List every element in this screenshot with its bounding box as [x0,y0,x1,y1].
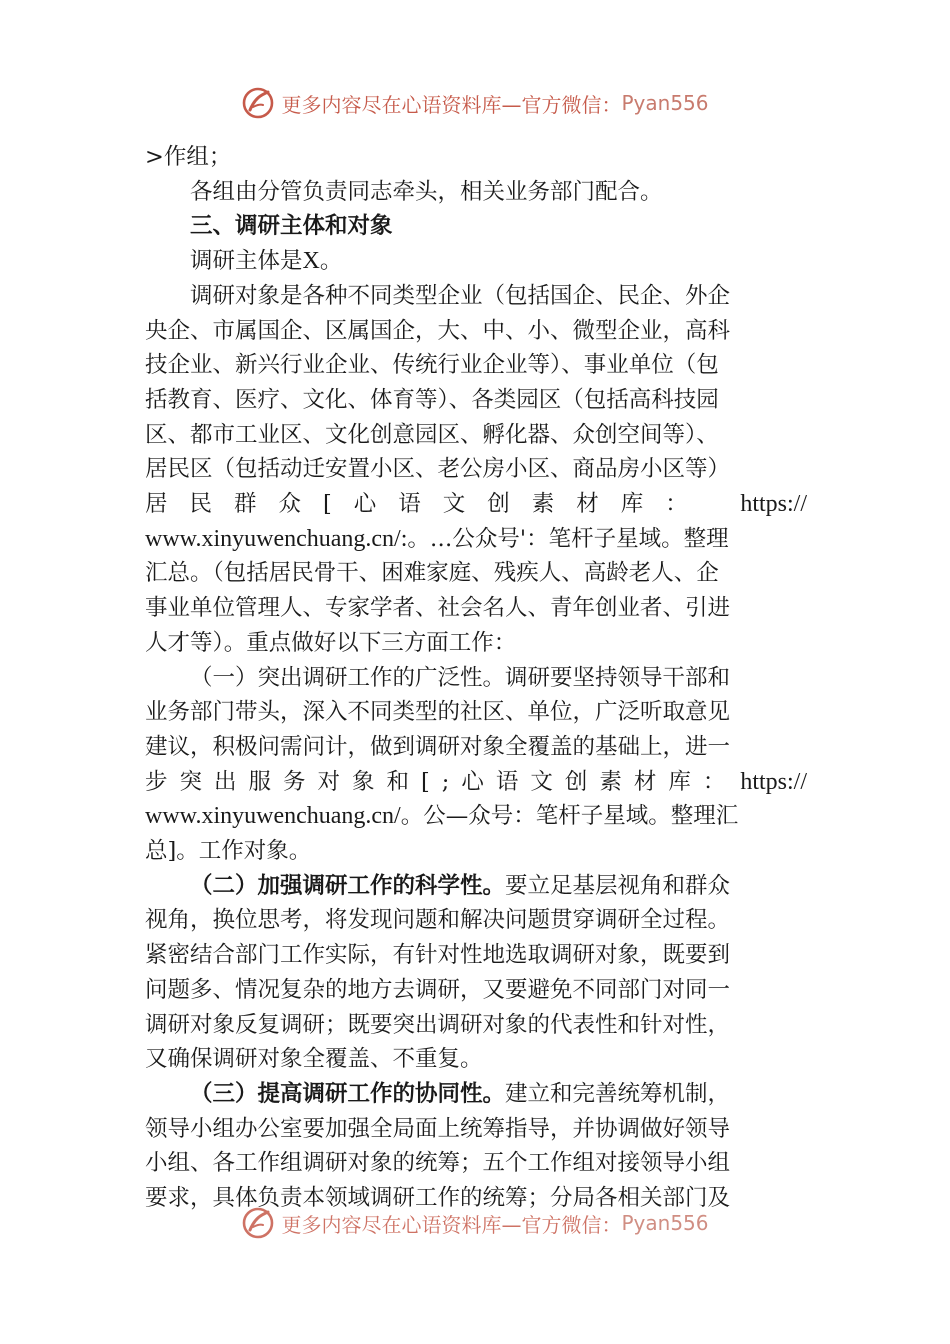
paragraph-lead: （二）加强调研工作的科学性。 [190,872,506,899]
text-line: 建议，积极问需问计，做到调研对象全覆盖的基础上，进一 [145,733,731,760]
text-line: 央企、市属国企、区属国企，大、中、小、微型企业，高科 [145,317,731,344]
text-line: 括教育、医疗、文化、体育等）、各类园区（包括高科技园 [145,386,719,413]
url-text: www.xinyuwenchuang.cn/: [145,525,408,552]
text-line: 事业单位管理人、专家学者、社会名人、青年创业者、引进 [145,595,731,622]
text-line: 汇总。（包括居民骨干、困难家庭、残疾人、高龄老人、企 [145,560,719,587]
text-line [145,244,807,279]
text-line: 视角，换位思考，将发现问题和解决问题贯穿调研全过程。 [145,907,731,934]
text-line: 区、都市工业区、文化创意园区、孵化器、众创空间等）、 [145,421,719,448]
text-line: >作组； [145,144,232,170]
text-span: X [302,248,320,275]
text-span: 调研主体是 [190,248,303,275]
brush-circle-logo-icon [241,86,275,120]
paragraph-lead: （三）提高调研工作的协同性。 [190,1080,506,1107]
brush-circle-logo-icon [241,1206,275,1240]
text-span: 建立和完善统筹机制， [505,1080,731,1107]
url-text: https:// [740,491,807,518]
text-span: 居民群众[心语文创素材库： [145,491,710,518]
section-heading: 三、调研主体和对象 [190,213,393,240]
text-line [145,765,807,800]
text-line [145,1077,807,1112]
text-line: 总]。工作对象。 [145,838,312,865]
text-line: 小组、各工作组调研对象的统筹；五个工作组对接领导小组 [145,1150,731,1177]
text-line: 业务部门带头，深入不同类型的社区、单位，广泛听取意见 [145,699,731,726]
watermark-footer [0,1203,950,1243]
url-text: https:// [740,768,807,795]
text-span: 。 [319,248,343,275]
text-line: 人才等）。重点做好以下三方面工作： [145,629,517,656]
url-text: www.xinyuwenchuang.cn/ [145,803,401,830]
watermark-wechat: Pyan556 [621,91,709,115]
text-line [145,799,807,834]
text-line: 各组由分管负责同志牵头，相关业务部门配合。 [190,178,663,205]
text-line: 调研对象是各种不同类型企业（包括国企、民企、外企 [190,282,731,309]
text-line: 领导小组办公室要加强全局面上统筹指导，并协调做好领导 [145,1115,731,1142]
text-span: 。…公众号'：笔杆子星域。整理 [407,525,729,552]
text-line: 调研对象反复调研；既要突出调研对象的代表性和针对性， [145,1011,731,1038]
watermark-header [0,83,950,123]
text-span: 要立足基层视角和群众 [505,872,731,899]
document-body [145,140,807,1216]
text-span: 。公—众号：笔杆子星域。整理汇 [400,803,739,830]
watermark-wechat: Pyan556 [621,1211,709,1235]
text-line [145,522,807,557]
text-span: 步突出服务对象和[;心语文创素材库： [145,768,738,795]
text-line: 居民区（包括动迁安置小区、老公房小区、商品房小区等） [145,456,731,483]
text-line: 又确保调研对象全覆盖、不重复。 [145,1046,483,1073]
watermark-text: 更多内容尽在心语资料库—官方微信： [281,1212,622,1237]
text-line: （一）突出调研工作的广泛性。调研要坚持领导干部和 [190,664,731,691]
watermark-text: 更多内容尽在心语资料库—官方微信： [281,92,622,117]
text-line: 紧密结合部门工作实际，有针对性地选取调研对象，既要到 [145,942,731,969]
text-line: 要求，具体负责本领域调研工作的统筹；分局各相关部门及 [145,1185,731,1212]
text-line [145,487,807,522]
text-line: 技企业、新兴行业企业、传统行业企业等）、事业单位（包 [145,352,719,379]
text-line [145,869,807,904]
text-line: 问题多、情况复杂的地方去调研，又要避免不同部门对同一 [145,976,731,1003]
